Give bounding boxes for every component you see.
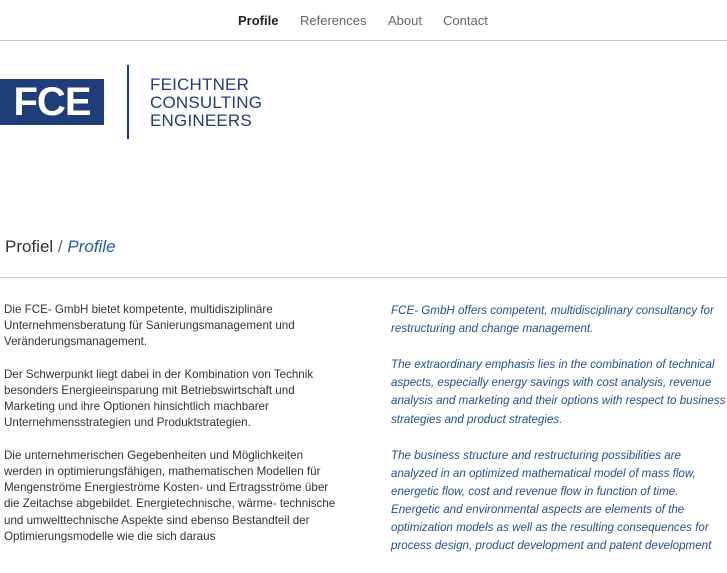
nav-item-references[interactable]: References	[300, 13, 367, 28]
logo-company-name	[150, 76, 262, 130]
logo-mark-text: FCE	[13, 80, 91, 124]
nav-item-contact[interactable]: Contact	[443, 13, 488, 28]
page-title	[5, 237, 116, 257]
top-nav	[0, 0, 727, 41]
english-text-column	[391, 302, 727, 573]
de-paragraph: Die unternehmerischen Gegebenheiten und Möglichkeiten werden in optimierungsfähigen, mathematischen Modellen für Mengenströme Energieströme Kosten- und Ertragsströme über die Zeitachse abgebildet. Energietechnische, wärme- technische und umwelttechnische Aspekte sind ebenso Bestandteil der Optimierungsmodelle wie die sich daraus	[4, 448, 336, 543]
german-text-column	[4, 302, 344, 561]
de-paragraph: Der Schwerpunkt liegt dabei in der Kombination von Technik besonders Energieeinsparung mit Betriebswirtschaft und Marketing und ihre Optionen hinsichtlich machbarer Unternehmensstrategien und Produktstrategien.	[4, 367, 314, 430]
logo-name-line-3: ENGINEERS	[150, 111, 252, 130]
page-title-separator: /	[53, 237, 68, 256]
company-logo[interactable]	[0, 65, 280, 140]
logo-name-line-1: FEICHTNER	[150, 75, 250, 94]
nav-item-about[interactable]: About	[388, 13, 422, 28]
page-title-de: Profiel	[5, 237, 54, 256]
en-paragraph: FCE- GmbH offers competent, multidisciplinary consultancy for restructuring and change management.	[391, 304, 714, 336]
logo-divider	[127, 65, 129, 139]
de-paragraph: Die FCE- GmbH bietet kompetente, multidisziplinäre Unternehmensberatung für Sanierungsmanagement und Veränderungsmanagement.	[4, 303, 295, 349]
title-divider	[0, 277, 727, 278]
page-title-en: Profile	[67, 237, 116, 256]
nav-item-profile[interactable]: Profile	[238, 13, 279, 28]
logo-name-line-2: CONSULTING	[150, 93, 263, 112]
en-paragraph: The business structure and restructuring possibilities are analyzed in an optimized mathematical model of mass flow, energetic flow, cost and revenue flow in function of time. Energetic and environmental aspects are elements of the optimization models as well as the resulting consequences for process design, product development and patent development	[391, 448, 712, 553]
en-paragraph: The extraordinary emphasis lies in the combination of technical aspects, especially energy savings with cost analysis, revenue analysis and marketing and their options with respect to business strategies and product strategies.	[391, 358, 726, 426]
